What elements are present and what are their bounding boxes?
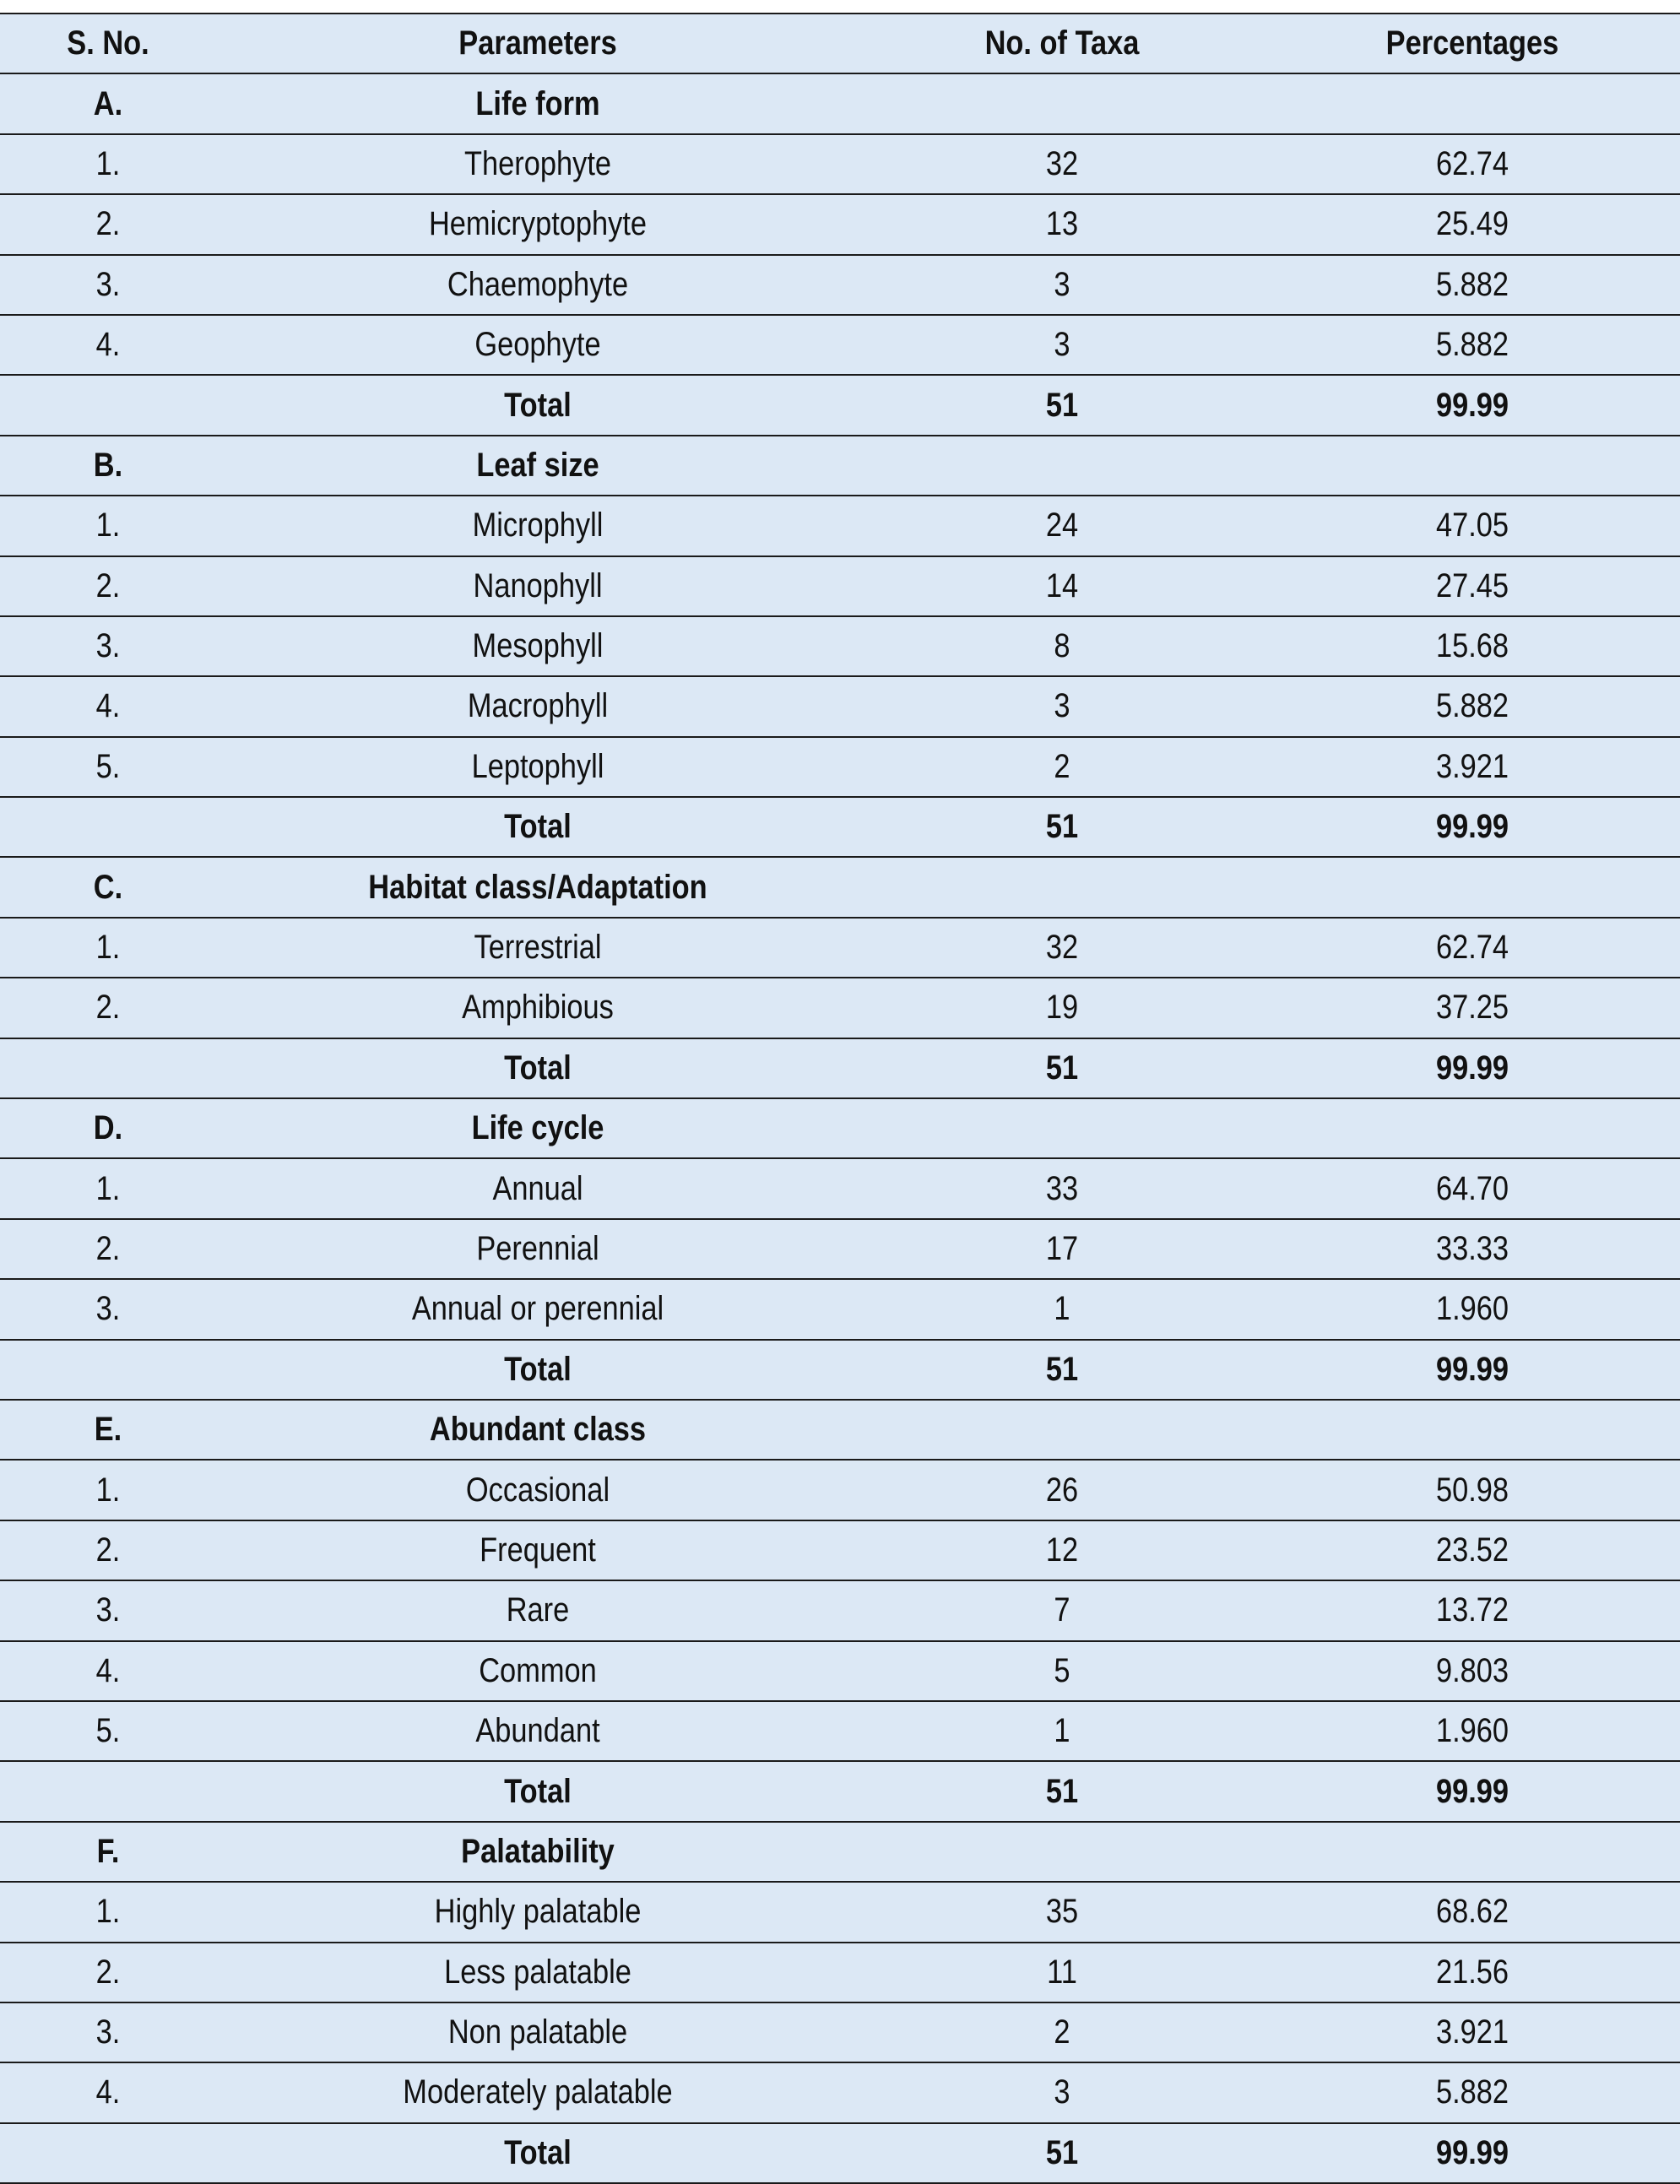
total-row: [0, 797, 1680, 857]
row-sno: 2.: [15, 556, 201, 616]
row-sno: 4.: [15, 315, 201, 375]
total-taxa-count: 51: [888, 2123, 1237, 2183]
row-parameter: Less palatable: [261, 1943, 814, 2002]
section-title: Abundant class: [261, 1400, 814, 1460]
row-percentage: 15.68: [1293, 616, 1650, 676]
row-parameter: Rare: [261, 1580, 814, 1640]
row-percentage: 64.70: [1293, 1158, 1650, 1218]
row-percentage: 27.45: [1293, 556, 1650, 616]
section-title: Palatability: [261, 1822, 814, 1882]
row-parameter: Frequent: [261, 1520, 814, 1580]
empty-cell: [888, 1400, 1237, 1460]
row-percentage: 21.56: [1293, 1943, 1650, 2002]
row-taxa-count: 3: [888, 315, 1237, 375]
section-title: Life cycle: [261, 1098, 814, 1158]
table-row: [0, 1219, 1680, 1279]
section-heading-row: [0, 1822, 1680, 1882]
empty-cell: [1293, 857, 1650, 917]
total-label: Total: [261, 1038, 814, 1098]
row-percentage: 25.49: [1293, 194, 1650, 254]
row-percentage: 5.882: [1293, 255, 1650, 315]
total-label: Total: [261, 1761, 814, 1821]
row-taxa-count: 2: [888, 737, 1237, 797]
empty-cell: [888, 1822, 1237, 1882]
table-row: [0, 1279, 1680, 1339]
empty-cell: [888, 1098, 1237, 1158]
row-parameter: Annual or perennial: [261, 1279, 814, 1339]
row-sno: 3.: [15, 1580, 201, 1640]
row-parameter: Non palatable: [261, 2002, 814, 2062]
row-sno: 2.: [15, 1219, 201, 1279]
row-parameter: Terrestrial: [261, 918, 814, 978]
empty-cell: [1293, 1400, 1650, 1460]
total-percentage: 99.99: [1293, 375, 1650, 435]
total-label: Total: [261, 1340, 814, 1400]
row-taxa-count: 7: [888, 1580, 1237, 1640]
table-row: [0, 2062, 1680, 2122]
row-parameter: Highly palatable: [261, 1882, 814, 1942]
empty-cell: [15, 375, 201, 435]
total-percentage: 99.99: [1293, 2123, 1650, 2183]
empty-cell: [15, 797, 201, 857]
section-heading-row: [0, 1400, 1680, 1460]
row-percentage: 37.25: [1293, 978, 1650, 1038]
row-parameter: Chaemophyte: [261, 255, 814, 315]
empty-cell: [15, 1038, 201, 1098]
row-sno: 4.: [15, 2062, 201, 2122]
total-label: Total: [261, 797, 814, 857]
row-percentage: 1.960: [1293, 1279, 1650, 1339]
row-parameter: Annual: [261, 1158, 814, 1218]
empty-cell: [15, 2123, 201, 2183]
empty-cell: [15, 1340, 201, 1400]
section-heading-row: [0, 1098, 1680, 1158]
total-taxa-count: 51: [888, 375, 1237, 435]
row-taxa-count: 3: [888, 255, 1237, 315]
section-heading-row: [0, 857, 1680, 917]
section-code: F.: [15, 1822, 201, 1882]
total-row: [0, 2123, 1680, 2183]
row-taxa-count: 3: [888, 676, 1237, 736]
row-sno: 1.: [15, 1158, 201, 1218]
header-parameters: Parameters: [261, 14, 814, 73]
row-taxa-count: 13: [888, 194, 1237, 254]
row-percentage: 33.33: [1293, 1219, 1650, 1279]
table-row: [0, 978, 1680, 1038]
row-parameter: Hemicryptophyte: [261, 194, 814, 254]
row-taxa-count: 1: [888, 1279, 1237, 1339]
row-percentage: 3.921: [1293, 2002, 1650, 2062]
empty-cell: [888, 857, 1237, 917]
table-row: [0, 315, 1680, 375]
table-row: [0, 1520, 1680, 1580]
table-row: [0, 194, 1680, 254]
empty-cell: [1293, 73, 1650, 133]
section-title: Habitat class/Adaptation: [261, 857, 814, 917]
table-row: [0, 737, 1680, 797]
empty-cell: [15, 1761, 201, 1821]
row-parameter: Amphibious: [261, 978, 814, 1038]
table-row: [0, 2002, 1680, 2062]
row-taxa-count: 5: [888, 1641, 1237, 1701]
total-taxa-count: 51: [888, 797, 1237, 857]
table-row: [0, 1943, 1680, 2002]
section-heading-row: [0, 436, 1680, 496]
row-taxa-count: 32: [888, 134, 1237, 194]
table-row: [0, 616, 1680, 676]
table-header-row: [0, 14, 1680, 73]
section-code: D.: [15, 1098, 201, 1158]
empty-cell: [888, 73, 1237, 133]
row-percentage: 68.62: [1293, 1882, 1650, 1942]
row-taxa-count: 11: [888, 1943, 1237, 2002]
table-row: [0, 1460, 1680, 1520]
row-parameter: Nanophyll: [261, 556, 814, 616]
row-taxa-count: 33: [888, 1158, 1237, 1218]
row-parameter: Mesophyll: [261, 616, 814, 676]
taxa-table: [0, 13, 1680, 2184]
row-parameter: Moderately palatable: [261, 2062, 814, 2122]
empty-cell: [1293, 1822, 1650, 1882]
empty-cell: [1293, 1098, 1650, 1158]
total-row: [0, 1340, 1680, 1400]
row-taxa-count: 14: [888, 556, 1237, 616]
row-parameter: Therophyte: [261, 134, 814, 194]
row-sno: 5.: [15, 1701, 201, 1761]
row-percentage: 1.960: [1293, 1701, 1650, 1761]
header-percentages: Percentages: [1293, 14, 1650, 73]
row-parameter: Geophyte: [261, 315, 814, 375]
row-taxa-count: 8: [888, 616, 1237, 676]
table-row: [0, 1882, 1680, 1942]
row-parameter: Abundant: [261, 1701, 814, 1761]
table-row: [0, 556, 1680, 616]
total-row: [0, 1038, 1680, 1098]
row-taxa-count: 24: [888, 496, 1237, 555]
table-row: [0, 1701, 1680, 1761]
row-taxa-count: 19: [888, 978, 1237, 1038]
row-percentage: 13.72: [1293, 1580, 1650, 1640]
total-taxa-count: 51: [888, 1038, 1237, 1098]
empty-cell: [888, 436, 1237, 496]
total-percentage: 99.99: [1293, 1038, 1650, 1098]
row-sno: 3.: [15, 255, 201, 315]
section-code: A.: [15, 73, 201, 133]
row-percentage: 5.882: [1293, 315, 1650, 375]
table-row: [0, 255, 1680, 315]
row-parameter: Occasional: [261, 1460, 814, 1520]
row-sno: 4.: [15, 1641, 201, 1701]
row-percentage: 3.921: [1293, 737, 1650, 797]
taxa-table-container: [0, 13, 1680, 2184]
empty-cell: [1293, 436, 1650, 496]
row-percentage: 23.52: [1293, 1520, 1650, 1580]
row-sno: 2.: [15, 1520, 201, 1580]
row-taxa-count: 1: [888, 1701, 1237, 1761]
row-taxa-count: 12: [888, 1520, 1237, 1580]
section-heading-row: [0, 73, 1680, 133]
row-sno: 5.: [15, 737, 201, 797]
row-sno: 1.: [15, 134, 201, 194]
row-sno: 3.: [15, 2002, 201, 2062]
row-taxa-count: 26: [888, 1460, 1237, 1520]
total-percentage: 99.99: [1293, 1761, 1650, 1821]
row-sno: 2.: [15, 1943, 201, 2002]
row-parameter: Perennial: [261, 1219, 814, 1279]
table-body: [0, 73, 1680, 2183]
table-row: [0, 496, 1680, 555]
header-taxa: No. of Taxa: [888, 14, 1237, 73]
row-percentage: 5.882: [1293, 2062, 1650, 2122]
row-sno: 1.: [15, 1882, 201, 1942]
table-row: [0, 1641, 1680, 1701]
row-taxa-count: 32: [888, 918, 1237, 978]
section-title: Life form: [261, 73, 814, 133]
row-taxa-count: 2: [888, 2002, 1237, 2062]
total-label: Total: [261, 2123, 814, 2183]
row-sno: 1.: [15, 1460, 201, 1520]
row-sno: 4.: [15, 676, 201, 736]
row-parameter: Macrophyll: [261, 676, 814, 736]
section-code: E.: [15, 1400, 201, 1460]
total-row: [0, 375, 1680, 435]
total-percentage: 99.99: [1293, 797, 1650, 857]
row-sno: 1.: [15, 918, 201, 978]
row-percentage: 62.74: [1293, 134, 1650, 194]
section-code: C.: [15, 857, 201, 917]
table-row: [0, 918, 1680, 978]
row-sno: 2.: [15, 194, 201, 254]
row-taxa-count: 35: [888, 1882, 1237, 1942]
row-percentage: 62.74: [1293, 918, 1650, 978]
total-percentage: 99.99: [1293, 1340, 1650, 1400]
table-row: [0, 676, 1680, 736]
table-row: [0, 134, 1680, 194]
row-taxa-count: 3: [888, 2062, 1237, 2122]
total-row: [0, 1761, 1680, 1821]
row-sno: 1.: [15, 496, 201, 555]
row-parameter: Microphyll: [261, 496, 814, 555]
header-sno: S. No.: [15, 14, 201, 73]
table-row: [0, 1580, 1680, 1640]
total-taxa-count: 51: [888, 1340, 1237, 1400]
row-percentage: 5.882: [1293, 676, 1650, 736]
row-percentage: 9.803: [1293, 1641, 1650, 1701]
row-sno: 3.: [15, 1279, 201, 1339]
section-title: Leaf size: [261, 436, 814, 496]
section-code: B.: [15, 436, 201, 496]
row-parameter: Common: [261, 1641, 814, 1701]
row-percentage: 47.05: [1293, 496, 1650, 555]
total-taxa-count: 51: [888, 1761, 1237, 1821]
row-parameter: Leptophyll: [261, 737, 814, 797]
row-percentage: 50.98: [1293, 1460, 1650, 1520]
row-sno: 2.: [15, 978, 201, 1038]
row-taxa-count: 17: [888, 1219, 1237, 1279]
table-row: [0, 1158, 1680, 1218]
row-sno: 3.: [15, 616, 201, 676]
total-label: Total: [261, 375, 814, 435]
